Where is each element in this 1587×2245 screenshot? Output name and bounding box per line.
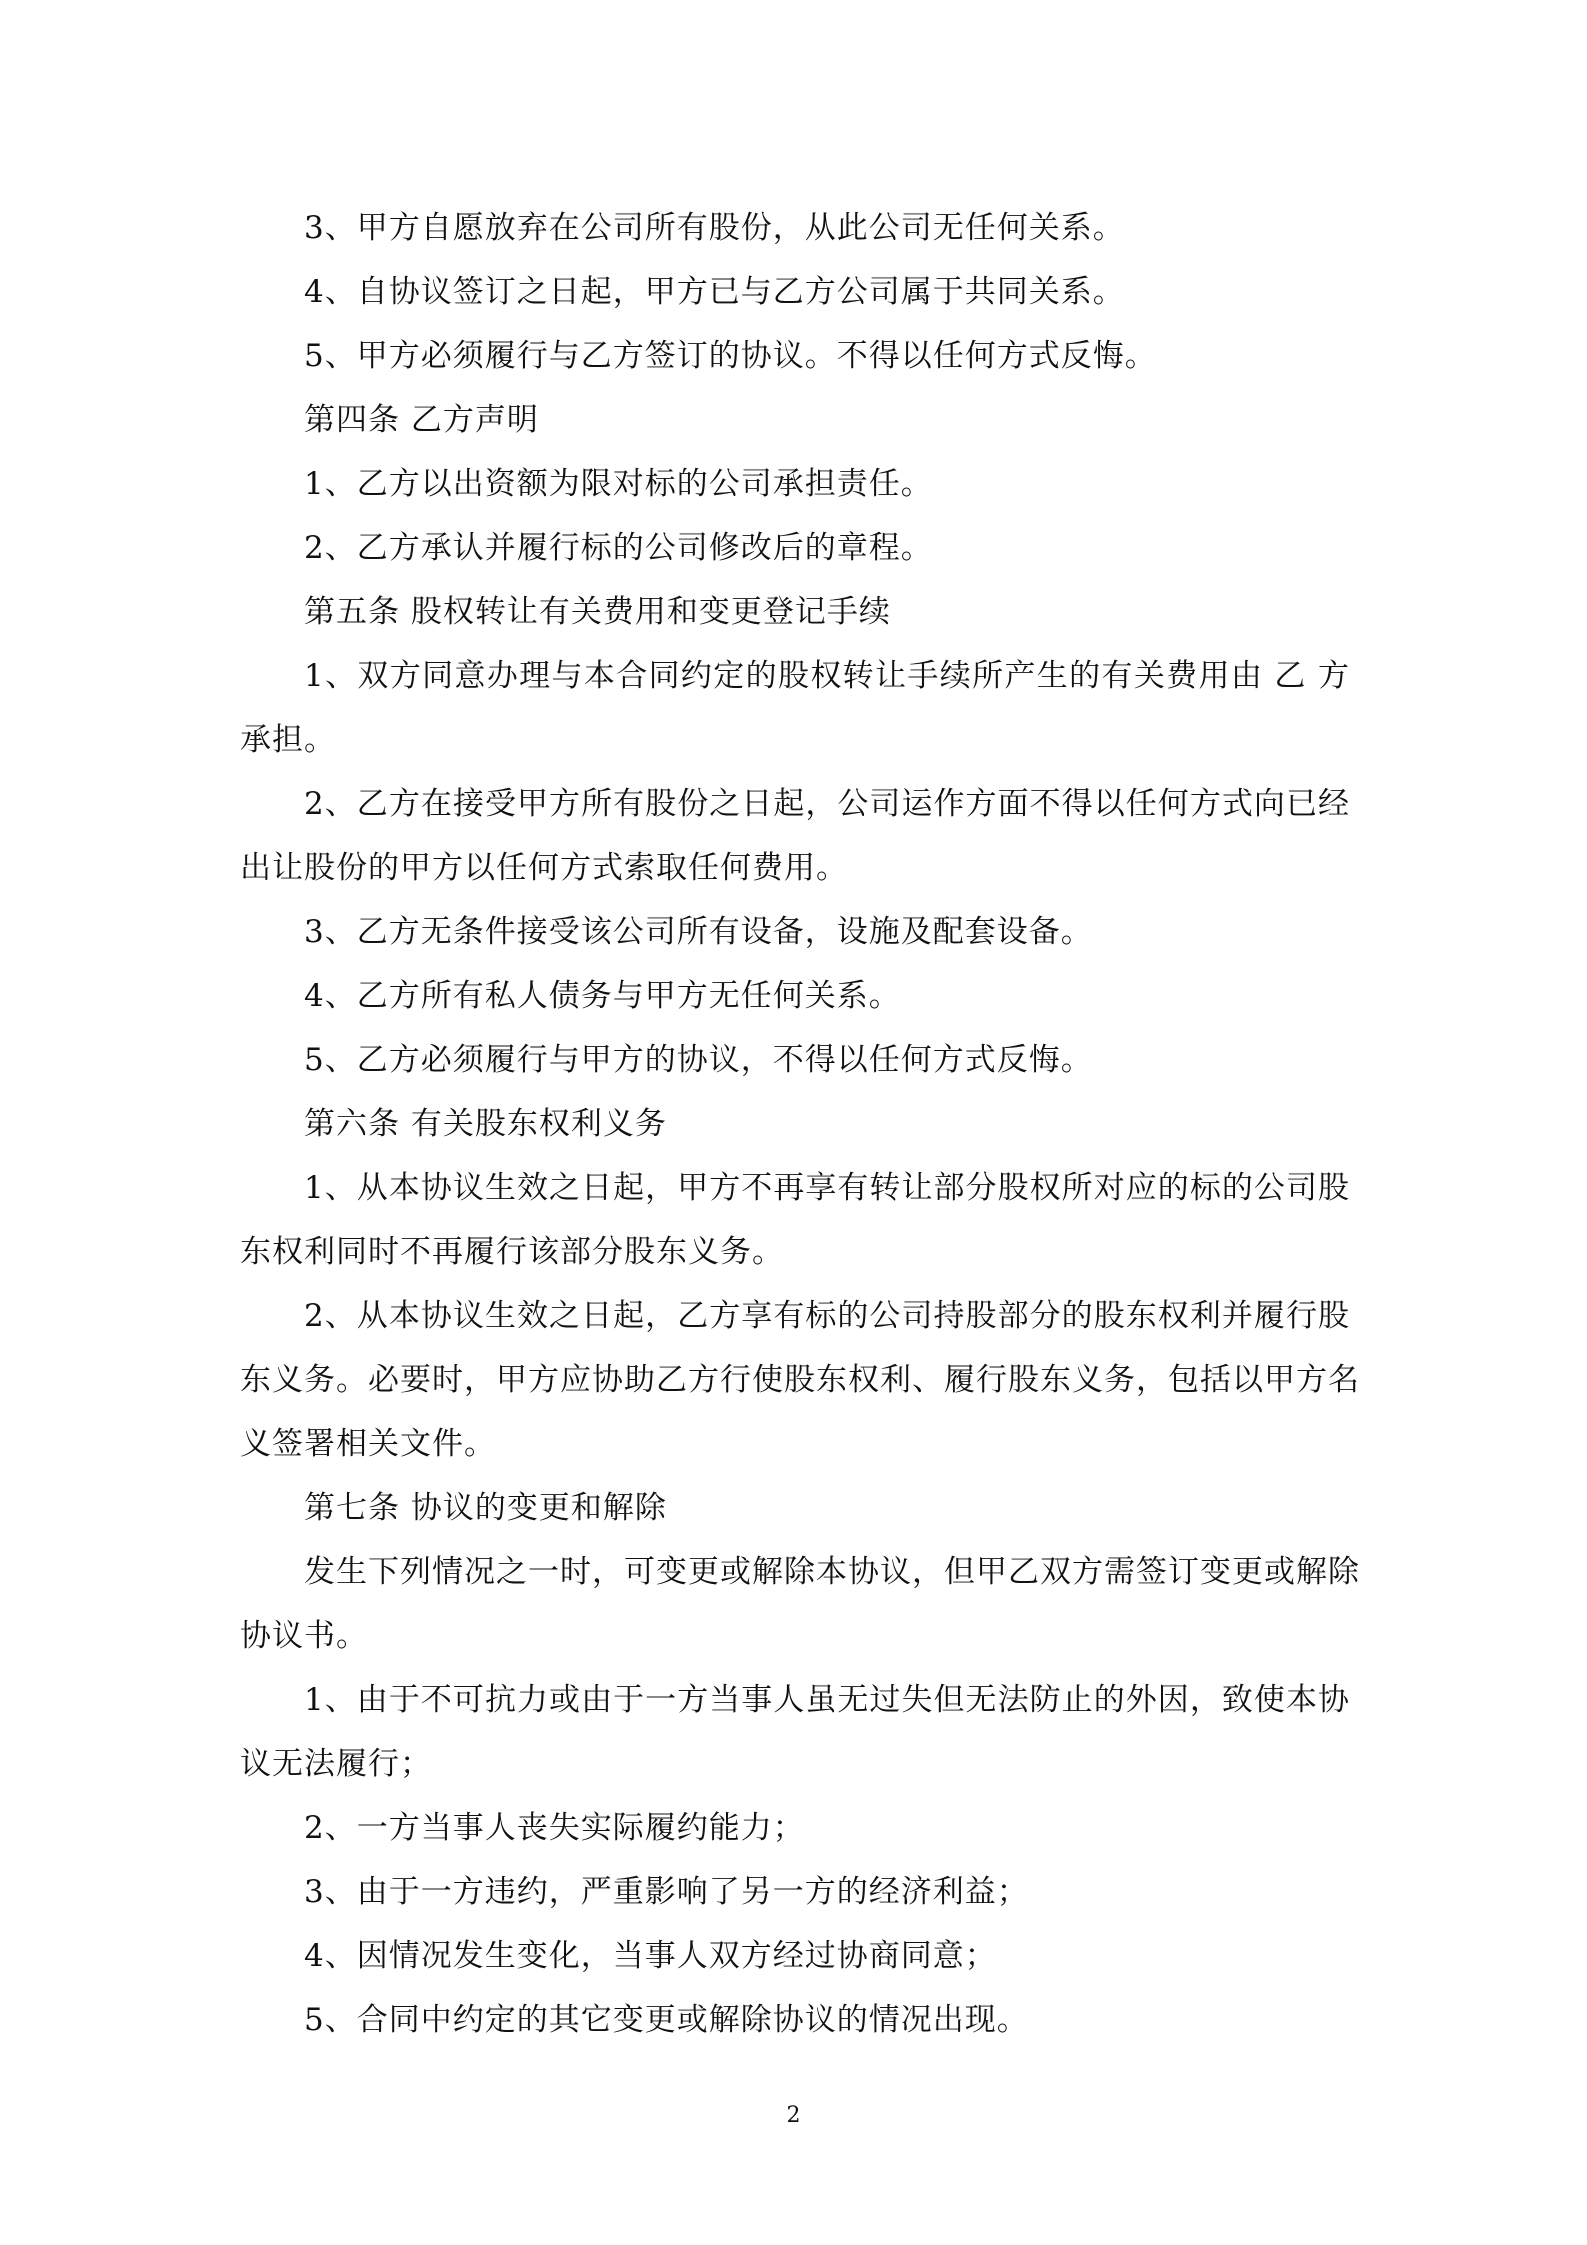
text-line: 发生下列情况之一时，可变更或解除本协议，但甲乙双方需签订变更或解除 (304, 1554, 1360, 1590)
text-line: 3、乙方无条件接受该公司所有设备，设施及配套设备。 (304, 914, 1093, 950)
text-line: 3、甲方自愿放弃在公司所有股份，从此公司无任何关系。 (304, 210, 1125, 246)
text-line: 1、从本协议生效之日起，甲方不再享有转让部分股权所对应的标的公司股 (304, 1170, 1350, 1206)
text-line: 4、乙方所有私人债务与甲方无任何关系。 (304, 978, 901, 1014)
text-line: 4、自协议签订之日起，甲方已与乙方公司属于共同关系。 (304, 274, 1125, 310)
document-body (240, 196, 1360, 2052)
text-line: 第七条 协议的变更和解除 (304, 1490, 667, 1526)
text-line: 1、乙方以出资额为限对标的公司承担责任。 (304, 466, 933, 502)
text-line: 5、乙方必须履行与甲方的协议，不得以任何方式反悔。 (304, 1042, 1093, 1078)
text-line: 4、因情况发生变化，当事人双方经过协商同意； (304, 1938, 997, 1974)
text-line: 5、甲方必须履行与乙方签订的协议。不得以任何方式反悔。 (304, 338, 1157, 374)
text-line: 第五条 股权转让有关费用和变更登记手续 (304, 594, 891, 630)
text-line: 3、由于一方违约，严重影响了另一方的经济利益； (304, 1874, 1029, 1910)
text-line: 2、乙方承认并履行标的公司修改后的章程。 (304, 530, 933, 566)
text-line: 东义务。必要时，甲方应协助乙方行使股东权利、履行股东义务，包括以甲方名 (240, 1362, 1360, 1398)
text-line: 2、乙方在接受甲方所有股份之日起，公司运作方面不得以任何方式向已经 (304, 786, 1350, 822)
text-line: 2、一方当事人丧失实际履约能力； (304, 1810, 805, 1846)
text-line: 出让股份的甲方以任何方式索取任何费用。 (240, 850, 848, 886)
text-line: 1、双方同意办理与本合同约定的股权转让手续所产生的有关费用由 乙 方 (304, 658, 1350, 694)
text-line: 第六条 有关股东权利义务 (304, 1106, 667, 1142)
text-line: 东权利同时不再履行该部分股东义务。 (240, 1234, 784, 1270)
text-line: 协议书。 (240, 1618, 368, 1654)
text-line: 1、由于不可抗力或由于一方当事人虽无过失但无法防止的外因，致使本协 (304, 1682, 1350, 1718)
text-line: 5、合同中约定的其它变更或解除协议的情况出现。 (304, 2002, 1029, 2038)
text-line: 议无法履行； (240, 1746, 432, 1782)
text-line: 义签署相关文件。 (240, 1426, 496, 1462)
text-line: 第四条 乙方声明 (304, 402, 539, 438)
text-line: 2、从本协议生效之日起，乙方享有标的公司持股部分的股东权利并履行股 (304, 1298, 1350, 1334)
page-number: 2 (786, 2103, 801, 2128)
text-line: 承担。 (240, 722, 336, 758)
